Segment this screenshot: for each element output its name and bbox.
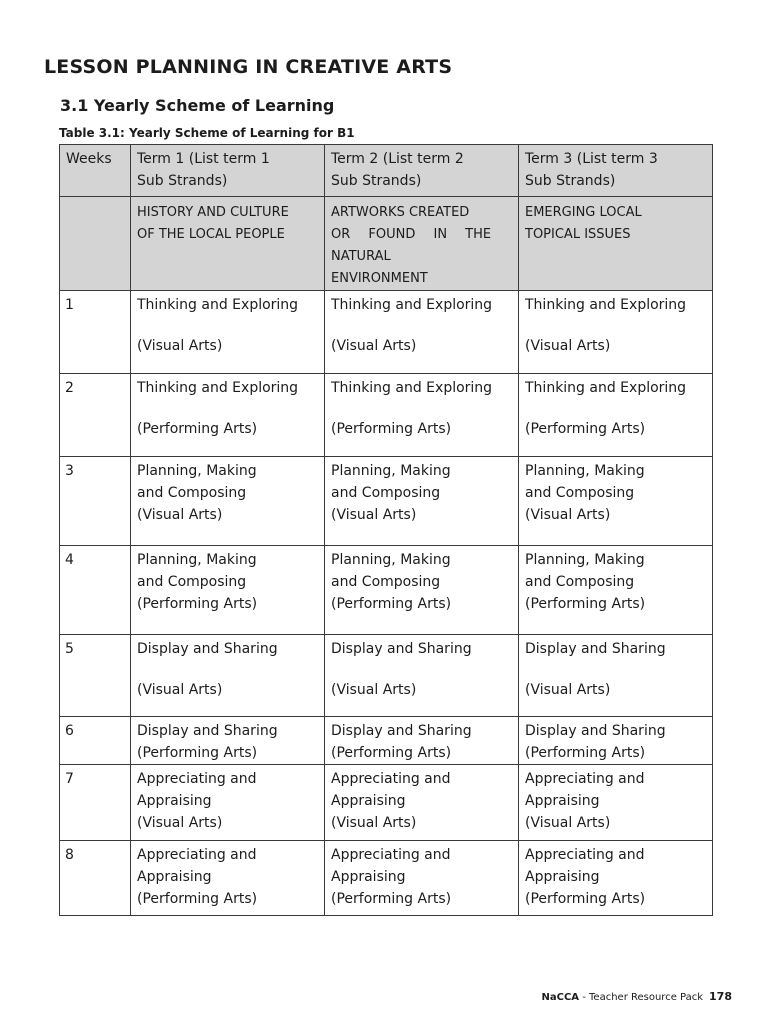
sub-strand-line: Display and Sharing — [525, 723, 666, 739]
strand-term-1-line-2: OF THE LOCAL PEOPLE — [137, 227, 285, 242]
line-gap — [525, 660, 707, 679]
sub-strand-line: Appraising — [331, 869, 406, 885]
table-row — [60, 546, 713, 635]
sub-strand-line: Appreciating and — [137, 771, 257, 787]
arts-mode: (Performing Arts) — [331, 596, 452, 612]
header-term-3-line-2: Sub Strands) — [525, 173, 616, 189]
arts-mode: (Performing Arts) — [525, 891, 646, 907]
arts-mode: (Visual Arts) — [525, 815, 611, 831]
sub-strand-line: Appraising — [137, 793, 212, 809]
arts-mode: (Visual Arts) — [137, 682, 223, 698]
sub-strand-line: Appreciating and — [331, 771, 451, 787]
header-term-3 — [519, 145, 713, 197]
term-2-cell — [325, 457, 519, 546]
term-2-cell — [325, 374, 519, 457]
line-gap — [525, 399, 707, 418]
arts-mode: (Performing Arts) — [137, 596, 258, 612]
sub-strand-line: Appraising — [525, 869, 600, 885]
sub-strand-line: and Composing — [137, 574, 247, 590]
arts-mode: (Visual Arts) — [331, 507, 417, 523]
sub-strand-line: Display and Sharing — [137, 723, 278, 739]
arts-mode: (Performing Arts) — [331, 421, 452, 437]
header-term-1-line-2: Sub Strands) — [137, 173, 228, 189]
arts-mode: (Performing Arts) — [137, 421, 258, 437]
arts-mode: (Visual Arts) — [137, 338, 223, 354]
footer-separator: - — [579, 992, 590, 1003]
strand-term-1-line-1: HISTORY AND CULTURE — [137, 205, 289, 220]
chapter-title: LESSON PLANNING IN CREATIVE ARTS — [44, 56, 453, 78]
line-gap — [137, 660, 319, 679]
term-2-cell — [325, 841, 519, 916]
line-gap — [331, 316, 513, 335]
header-term-2-line-2: Sub Strands) — [331, 173, 422, 189]
term-2-cell — [325, 765, 519, 841]
arts-mode: (Performing Arts) — [331, 745, 452, 761]
strand-empty-cell — [60, 197, 131, 291]
line-gap — [331, 660, 513, 679]
header-weeks — [60, 145, 131, 197]
sub-strand-line: Thinking and Exploring — [525, 380, 687, 396]
table-row — [60, 635, 713, 717]
term-2-cell — [325, 291, 519, 374]
term-1-cell — [131, 717, 325, 765]
header-term-2-line-1: Term 2 (List term 2 — [331, 151, 464, 167]
sub-strand-line: Planning, Making — [137, 463, 257, 479]
sub-strand-line: Appraising — [331, 793, 406, 809]
sub-strand-line: Appraising — [525, 793, 600, 809]
term-1-cell — [131, 546, 325, 635]
sub-strand-line: Planning, Making — [525, 552, 645, 568]
term-3-cell — [519, 374, 713, 457]
term-1-cell — [131, 635, 325, 717]
sub-strand-line: Thinking and Exploring — [331, 297, 493, 313]
week-number: 3 — [60, 457, 131, 546]
week-number: 8 — [60, 841, 131, 916]
term-3-cell — [519, 635, 713, 717]
week-number: 7 — [60, 765, 131, 841]
term-1-cell — [131, 457, 325, 546]
strand-term-3 — [519, 197, 713, 291]
header-term-1-line-1: Term 1 (List term 1 — [137, 151, 270, 167]
week-number: 1 — [60, 291, 131, 374]
line-gap — [525, 316, 707, 335]
header-term-3-line-1: Term 3 (List term 3 — [525, 151, 658, 167]
strand-term-1 — [131, 197, 325, 291]
sub-strand-line: Appreciating and — [331, 847, 451, 863]
sub-strand-line: Display and Sharing — [525, 641, 666, 657]
sub-strand-line: Appreciating and — [525, 847, 645, 863]
strand-term-2 — [325, 197, 519, 291]
strand-term-2-line-4: ENVIRONMENT — [331, 271, 428, 286]
footer-brand: NaCCA — [541, 992, 580, 1003]
sub-strand-line: Planning, Making — [137, 552, 257, 568]
line-gap — [137, 316, 319, 335]
sub-strand-line: Thinking and Exploring — [137, 297, 299, 313]
sub-strand-line: and Composing — [525, 574, 635, 590]
term-3-cell — [519, 457, 713, 546]
table-row — [60, 717, 713, 765]
arts-mode: (Performing Arts) — [137, 891, 258, 907]
arts-mode: (Visual Arts) — [525, 507, 611, 523]
sub-strand-line: Appreciating and — [137, 847, 257, 863]
page-number: 178 — [709, 990, 732, 1003]
arts-mode: (Performing Arts) — [137, 745, 258, 761]
arts-mode: (Visual Arts) — [331, 682, 417, 698]
arts-mode: (Visual Arts) — [137, 507, 223, 523]
arts-mode: (Performing Arts) — [525, 596, 646, 612]
term-1-cell — [131, 841, 325, 916]
table-header-row — [60, 145, 713, 197]
arts-mode: (Visual Arts) — [137, 815, 223, 831]
sub-strand-line: and Composing — [137, 485, 247, 501]
sub-strand-line: Appraising — [137, 869, 212, 885]
sub-strand-line: Thinking and Exploring — [525, 297, 687, 313]
strand-row — [60, 197, 713, 291]
sub-strand-line: and Composing — [525, 485, 635, 501]
table-row — [60, 291, 713, 374]
arts-mode: (Performing Arts) — [525, 745, 646, 761]
table-row — [60, 765, 713, 841]
term-1-cell — [131, 291, 325, 374]
term-3-cell — [519, 291, 713, 374]
sub-strand-line: Thinking and Exploring — [331, 380, 493, 396]
header-weeks-label: Weeks — [66, 151, 112, 167]
sub-strand-line: Display and Sharing — [137, 641, 278, 657]
week-number: 6 — [60, 717, 131, 765]
sub-strand-line: Thinking and Exploring — [137, 380, 299, 396]
week-number: 2 — [60, 374, 131, 457]
table-row — [60, 457, 713, 546]
sub-strand-line: Planning, Making — [331, 552, 451, 568]
line-gap — [137, 399, 319, 418]
sub-strand-line: and Composing — [331, 485, 441, 501]
sub-strand-line: Display and Sharing — [331, 641, 472, 657]
table-row — [60, 374, 713, 457]
strand-term-2-line-2: OR FOUND IN THE — [331, 227, 492, 242]
sub-strand-line: Planning, Making — [331, 463, 451, 479]
sub-strand-line: Planning, Making — [525, 463, 645, 479]
line-gap — [331, 399, 513, 418]
arts-mode: (Performing Arts) — [331, 891, 452, 907]
sub-strand-line: Display and Sharing — [331, 723, 472, 739]
arts-mode: (Visual Arts) — [331, 815, 417, 831]
term-3-cell — [519, 717, 713, 765]
term-2-cell — [325, 546, 519, 635]
week-number: 4 — [60, 546, 131, 635]
term-2-cell — [325, 717, 519, 765]
sub-strand-line: Appreciating and — [525, 771, 645, 787]
footer-publication: Teacher Resource Pack — [589, 992, 704, 1003]
term-3-cell — [519, 546, 713, 635]
sub-strand-line: and Composing — [331, 574, 441, 590]
strand-term-3-line-2: TOPICAL ISSUES — [525, 227, 631, 242]
arts-mode: (Visual Arts) — [331, 338, 417, 354]
header-term-2 — [325, 145, 519, 197]
table-caption: Table 3.1: Yearly Scheme of Learning for B1 — [59, 126, 355, 140]
arts-mode: (Visual Arts) — [525, 338, 611, 354]
page-footer — [542, 990, 733, 1003]
strand-term-2-line-3: NATURAL — [331, 249, 391, 264]
scheme-table — [59, 144, 713, 916]
header-term-1 — [131, 145, 325, 197]
term-1-cell — [131, 374, 325, 457]
arts-mode: (Performing Arts) — [525, 421, 646, 437]
section-title: 3.1 Yearly Scheme of Learning — [60, 96, 335, 115]
table-row — [60, 841, 713, 916]
week-number: 5 — [60, 635, 131, 717]
strand-term-2-line-1: ARTWORKS CREATED — [331, 205, 470, 220]
term-1-cell — [131, 765, 325, 841]
term-3-cell — [519, 841, 713, 916]
term-3-cell — [519, 765, 713, 841]
term-2-cell — [325, 635, 519, 717]
strand-term-3-line-1: EMERGING LOCAL — [525, 205, 642, 220]
week-rows — [60, 291, 713, 916]
arts-mode: (Visual Arts) — [525, 682, 611, 698]
